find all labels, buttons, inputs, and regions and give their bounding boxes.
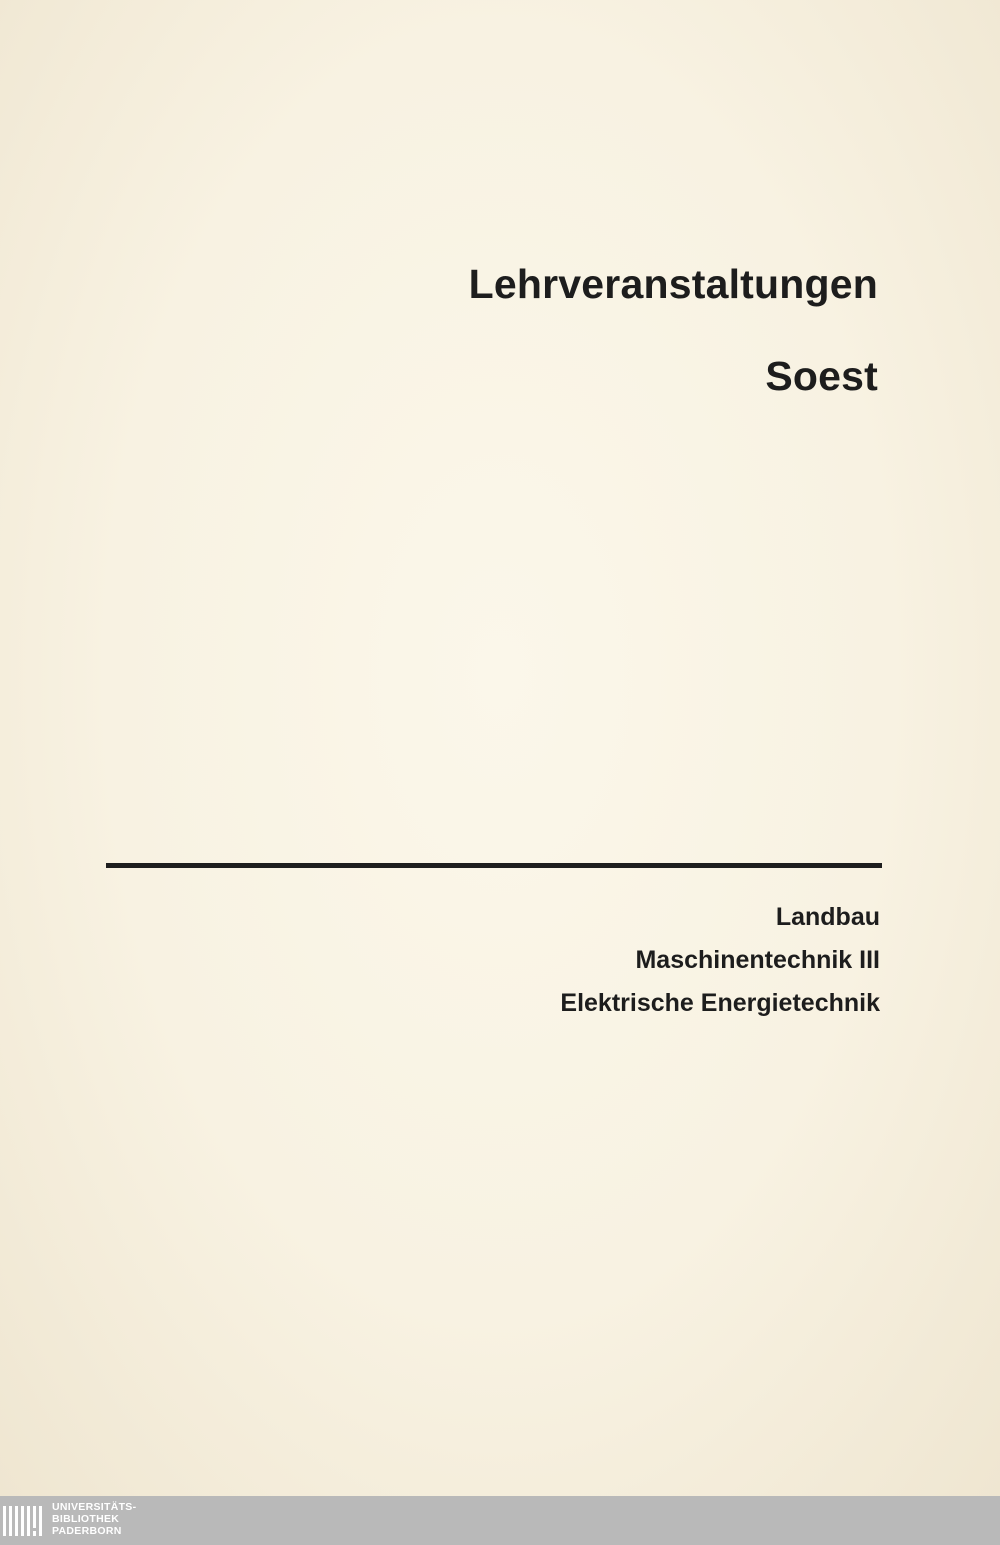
logo-line: BIBLIOTHEK (52, 1513, 120, 1525)
subject-item: Landbau (775, 903, 880, 931)
library-footer-bar (0, 1496, 1000, 1545)
subject-item: Elektrische Energietechnik (560, 989, 880, 1017)
library-logo-icon (2, 1502, 46, 1540)
page-title: Lehrveranstaltungen (468, 261, 878, 307)
subject-item: Maschinentechnik III (635, 946, 880, 974)
page-subtitle-location: Soest (765, 353, 878, 399)
library-logo-text (52, 1501, 136, 1537)
horizontal-divider (106, 863, 882, 868)
logo-line: PADERBORN (52, 1525, 122, 1537)
logo-line: UNIVERSITÄTS- (52, 1501, 137, 1513)
subject-list (560, 896, 880, 1025)
